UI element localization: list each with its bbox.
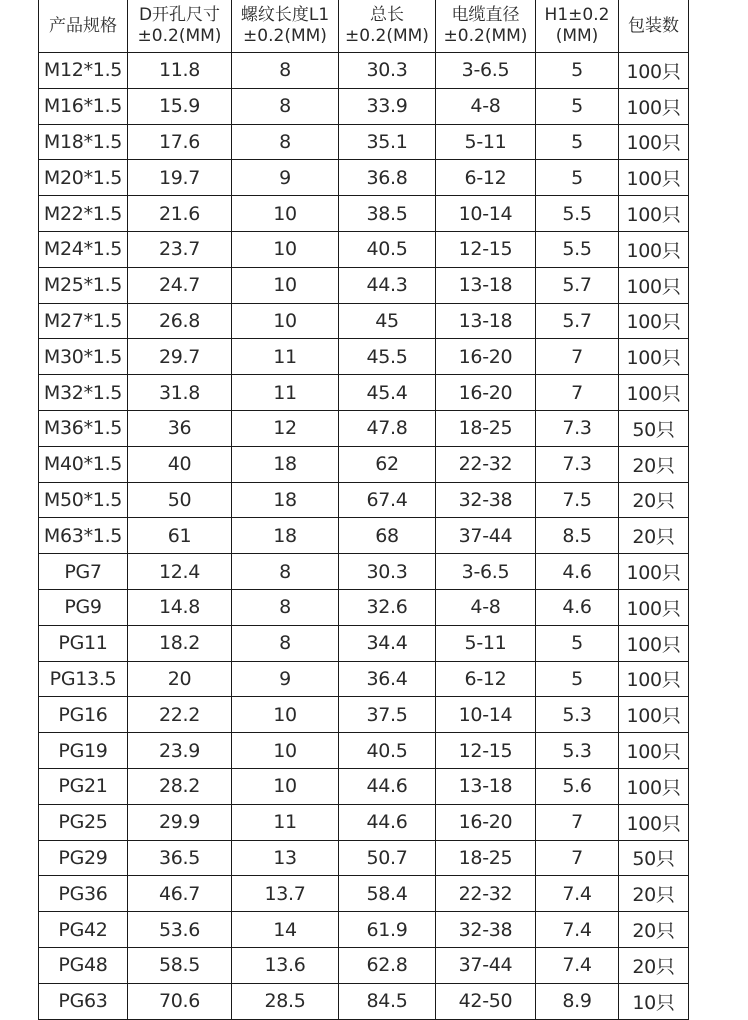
cell-package-qty: 100只 bbox=[619, 733, 689, 769]
cell-total-length: 50.7 bbox=[339, 840, 436, 876]
cell-cable-diameter: 6-12 bbox=[436, 160, 536, 196]
cell-h1: 5 bbox=[536, 160, 619, 196]
cell-hole-size: 46.7 bbox=[128, 876, 232, 912]
cell-package-qty: 10只 bbox=[619, 983, 689, 1019]
cell-hole-size: 23.9 bbox=[128, 733, 232, 769]
cell-hole-size: 53.6 bbox=[128, 912, 232, 948]
table-row bbox=[39, 804, 689, 840]
table-row bbox=[39, 589, 689, 625]
header-h1 bbox=[536, 0, 619, 53]
cell-spec: M32*1.5 bbox=[39, 375, 128, 411]
cell-hole-size: 14.8 bbox=[128, 589, 232, 625]
table-row bbox=[39, 267, 689, 303]
cell-h1: 5.3 bbox=[536, 733, 619, 769]
table-row bbox=[39, 160, 689, 196]
cell-hole-size: 17.6 bbox=[128, 124, 232, 160]
cell-thread-length: 8 bbox=[232, 53, 339, 89]
cell-spec: PG42 bbox=[39, 912, 128, 948]
cell-package-qty: 100只 bbox=[619, 804, 689, 840]
cell-cable-diameter: 22-32 bbox=[436, 446, 536, 482]
table-body bbox=[39, 53, 689, 1020]
cell-h1: 5.3 bbox=[536, 697, 619, 733]
header-line: 产品规格 bbox=[49, 15, 117, 36]
cell-cable-diameter: 32-38 bbox=[436, 912, 536, 948]
cell-total-length: 30.3 bbox=[339, 53, 436, 89]
spec-table bbox=[38, 0, 689, 1020]
cell-cable-diameter: 37-44 bbox=[436, 947, 536, 983]
cell-hole-size: 15.9 bbox=[128, 88, 232, 124]
header-hole-size bbox=[128, 0, 232, 53]
cell-spec: PG21 bbox=[39, 768, 128, 804]
header-line: 螺纹长度L1 bbox=[240, 5, 330, 25]
cell-thread-length: 8 bbox=[232, 124, 339, 160]
cell-spec: PG7 bbox=[39, 554, 128, 590]
cell-cable-diameter: 16-20 bbox=[436, 375, 536, 411]
cell-thread-length: 13 bbox=[232, 840, 339, 876]
table-row bbox=[39, 947, 689, 983]
cell-cable-diameter: 6-12 bbox=[436, 661, 536, 697]
cell-total-length: 37.5 bbox=[339, 697, 436, 733]
header-package-qty bbox=[619, 0, 689, 53]
cell-package-qty: 100只 bbox=[619, 697, 689, 733]
cell-total-length: 36.8 bbox=[339, 160, 436, 196]
cell-package-qty: 100只 bbox=[619, 768, 689, 804]
cell-hole-size: 12.4 bbox=[128, 554, 232, 590]
cell-package-qty: 100只 bbox=[619, 196, 689, 232]
cell-package-qty: 100只 bbox=[619, 160, 689, 196]
table-header bbox=[39, 0, 689, 53]
cell-total-length: 40.5 bbox=[339, 231, 436, 267]
cell-h1: 5 bbox=[536, 124, 619, 160]
cell-total-length: 32.6 bbox=[339, 589, 436, 625]
cell-package-qty: 100只 bbox=[619, 88, 689, 124]
cell-total-length: 84.5 bbox=[339, 983, 436, 1019]
cell-package-qty: 100只 bbox=[619, 339, 689, 375]
cell-thread-length: 10 bbox=[232, 303, 339, 339]
cell-thread-length: 18 bbox=[232, 518, 339, 554]
cell-thread-length: 10 bbox=[232, 697, 339, 733]
table-row bbox=[39, 124, 689, 160]
cell-spec: M12*1.5 bbox=[39, 53, 128, 89]
cell-package-qty: 20只 bbox=[619, 518, 689, 554]
cell-package-qty: 100只 bbox=[619, 625, 689, 661]
cell-cable-diameter: 13-18 bbox=[436, 768, 536, 804]
header-line: 总长 bbox=[370, 5, 404, 25]
cell-total-length: 45.5 bbox=[339, 339, 436, 375]
cell-package-qty: 100只 bbox=[619, 267, 689, 303]
cell-thread-length: 8 bbox=[232, 554, 339, 590]
cell-thread-length: 10 bbox=[232, 768, 339, 804]
cell-spec: M25*1.5 bbox=[39, 267, 128, 303]
header-cable-diameter bbox=[436, 0, 536, 53]
cell-h1: 5 bbox=[536, 625, 619, 661]
table-row bbox=[39, 375, 689, 411]
cell-spec: PG48 bbox=[39, 947, 128, 983]
cell-total-length: 62.8 bbox=[339, 947, 436, 983]
cell-thread-length: 10 bbox=[232, 196, 339, 232]
cell-spec: M40*1.5 bbox=[39, 446, 128, 482]
cell-cable-diameter: 12-15 bbox=[436, 733, 536, 769]
cell-hole-size: 36.5 bbox=[128, 840, 232, 876]
cell-cable-diameter: 22-32 bbox=[436, 876, 536, 912]
header-line: ±0.2(MM) bbox=[243, 26, 327, 46]
cell-cable-diameter: 12-15 bbox=[436, 231, 536, 267]
cell-h1: 5 bbox=[536, 661, 619, 697]
cell-package-qty: 20只 bbox=[619, 446, 689, 482]
cell-h1: 5.7 bbox=[536, 303, 619, 339]
cell-thread-length: 14 bbox=[232, 912, 339, 948]
cell-h1: 5 bbox=[536, 53, 619, 89]
cell-cable-diameter: 4-8 bbox=[436, 589, 536, 625]
cell-thread-length: 8 bbox=[232, 625, 339, 661]
table-row bbox=[39, 303, 689, 339]
cell-package-qty: 100只 bbox=[619, 231, 689, 267]
cell-thread-length: 10 bbox=[232, 231, 339, 267]
cell-hole-size: 36 bbox=[128, 410, 232, 446]
header-line: ±0.2(MM) bbox=[345, 26, 429, 46]
cell-thread-length: 11 bbox=[232, 339, 339, 375]
cell-h1: 7.4 bbox=[536, 947, 619, 983]
cell-cable-diameter: 32-38 bbox=[436, 482, 536, 518]
cell-h1: 5.6 bbox=[536, 768, 619, 804]
cell-thread-length: 12 bbox=[232, 410, 339, 446]
cell-spec: M50*1.5 bbox=[39, 482, 128, 518]
cell-hole-size: 40 bbox=[128, 446, 232, 482]
cell-hole-size: 20 bbox=[128, 661, 232, 697]
header-total-length bbox=[339, 0, 436, 53]
cell-package-qty: 50只 bbox=[619, 840, 689, 876]
cell-thread-length: 10 bbox=[232, 267, 339, 303]
cell-spec: PG19 bbox=[39, 733, 128, 769]
cell-total-length: 36.4 bbox=[339, 661, 436, 697]
cell-total-length: 38.5 bbox=[339, 196, 436, 232]
table-row bbox=[39, 912, 689, 948]
cell-total-length: 44.6 bbox=[339, 768, 436, 804]
cell-package-qty: 100只 bbox=[619, 661, 689, 697]
header-line: 电缆直径 bbox=[451, 5, 520, 25]
cell-total-length: 33.9 bbox=[339, 88, 436, 124]
cell-package-qty: 100只 bbox=[619, 554, 689, 590]
cell-spec: M22*1.5 bbox=[39, 196, 128, 232]
cell-total-length: 44.6 bbox=[339, 804, 436, 840]
cell-spec: PG16 bbox=[39, 697, 128, 733]
cell-cable-diameter: 10-14 bbox=[436, 196, 536, 232]
cell-package-qty: 100只 bbox=[619, 124, 689, 160]
cell-h1: 5.5 bbox=[536, 196, 619, 232]
cell-hole-size: 24.7 bbox=[128, 267, 232, 303]
table-row bbox=[39, 625, 689, 661]
cell-hole-size: 11.8 bbox=[128, 53, 232, 89]
cell-cable-diameter: 10-14 bbox=[436, 697, 536, 733]
header-spec bbox=[39, 0, 128, 53]
cell-spec: PG13.5 bbox=[39, 661, 128, 697]
cell-cable-diameter: 18-25 bbox=[436, 840, 536, 876]
cell-total-length: 45.4 bbox=[339, 375, 436, 411]
cell-h1: 7.4 bbox=[536, 876, 619, 912]
cell-package-qty: 100只 bbox=[619, 589, 689, 625]
cell-h1: 7 bbox=[536, 804, 619, 840]
cell-spec: PG9 bbox=[39, 589, 128, 625]
cell-cable-diameter: 3-6.5 bbox=[436, 53, 536, 89]
cell-h1: 5.7 bbox=[536, 267, 619, 303]
cell-h1: 7.5 bbox=[536, 482, 619, 518]
cell-spec: PG63 bbox=[39, 983, 128, 1019]
cell-thread-length: 10 bbox=[232, 733, 339, 769]
cell-package-qty: 20只 bbox=[619, 482, 689, 518]
cell-hole-size: 70.6 bbox=[128, 983, 232, 1019]
table-row bbox=[39, 88, 689, 124]
table-row bbox=[39, 697, 689, 733]
cell-thread-length: 13.7 bbox=[232, 876, 339, 912]
table-row bbox=[39, 231, 689, 267]
cell-cable-diameter: 16-20 bbox=[436, 804, 536, 840]
cell-thread-length: 18 bbox=[232, 446, 339, 482]
cell-hole-size: 50 bbox=[128, 482, 232, 518]
cell-hole-size: 19.7 bbox=[128, 160, 232, 196]
cell-h1: 5.5 bbox=[536, 231, 619, 267]
cell-h1: 7 bbox=[536, 840, 619, 876]
cell-total-length: 62 bbox=[339, 446, 436, 482]
cell-thread-length: 8 bbox=[232, 589, 339, 625]
table-row bbox=[39, 518, 689, 554]
table-row bbox=[39, 339, 689, 375]
cell-total-length: 68 bbox=[339, 518, 436, 554]
cell-hole-size: 29.9 bbox=[128, 804, 232, 840]
cell-total-length: 30.3 bbox=[339, 554, 436, 590]
header-line: ±0.2(MM) bbox=[443, 26, 528, 46]
cell-total-length: 58.4 bbox=[339, 876, 436, 912]
cell-spec: M30*1.5 bbox=[39, 339, 128, 375]
table-row bbox=[39, 446, 689, 482]
cell-cable-diameter: 3-6.5 bbox=[436, 554, 536, 590]
cell-thread-length: 11 bbox=[232, 375, 339, 411]
header-line: ±0.2(MM) bbox=[137, 26, 222, 46]
table-row bbox=[39, 733, 689, 769]
cell-hole-size: 61 bbox=[128, 518, 232, 554]
cell-h1: 4.6 bbox=[536, 589, 619, 625]
cell-h1: 5 bbox=[536, 88, 619, 124]
cell-total-length: 34.4 bbox=[339, 625, 436, 661]
cell-thread-length: 28.5 bbox=[232, 983, 339, 1019]
cell-thread-length: 8 bbox=[232, 88, 339, 124]
cell-h1: 7.3 bbox=[536, 410, 619, 446]
table-row bbox=[39, 876, 689, 912]
cell-h1: 7 bbox=[536, 339, 619, 375]
cell-cable-diameter: 13-18 bbox=[436, 303, 536, 339]
cell-total-length: 61.9 bbox=[339, 912, 436, 948]
header-row bbox=[39, 0, 689, 53]
cell-total-length: 44.3 bbox=[339, 267, 436, 303]
cell-cable-diameter: 18-25 bbox=[436, 410, 536, 446]
cell-package-qty: 50只 bbox=[619, 410, 689, 446]
cell-hole-size: 21.6 bbox=[128, 196, 232, 232]
cell-cable-diameter: 37-44 bbox=[436, 518, 536, 554]
cell-hole-size: 18.2 bbox=[128, 625, 232, 661]
cell-package-qty: 100只 bbox=[619, 375, 689, 411]
cell-cable-diameter: 5-11 bbox=[436, 124, 536, 160]
cell-total-length: 47.8 bbox=[339, 410, 436, 446]
cell-h1: 8.9 bbox=[536, 983, 619, 1019]
header-line: 包装数 bbox=[628, 15, 679, 36]
cell-cable-diameter: 13-18 bbox=[436, 267, 536, 303]
cell-package-qty: 100只 bbox=[619, 303, 689, 339]
cell-thread-length: 13.6 bbox=[232, 947, 339, 983]
cell-thread-length: 9 bbox=[232, 160, 339, 196]
table-row bbox=[39, 661, 689, 697]
cell-package-qty: 20只 bbox=[619, 947, 689, 983]
cell-total-length: 40.5 bbox=[339, 733, 436, 769]
cell-spec: PG25 bbox=[39, 804, 128, 840]
header-line: H1±0.2 bbox=[544, 5, 610, 25]
cell-total-length: 67.4 bbox=[339, 482, 436, 518]
cell-hole-size: 23.7 bbox=[128, 231, 232, 267]
cell-cable-diameter: 4-8 bbox=[436, 88, 536, 124]
cell-h1: 7.4 bbox=[536, 912, 619, 948]
cell-cable-diameter: 5-11 bbox=[436, 625, 536, 661]
cell-spec: PG11 bbox=[39, 625, 128, 661]
header-line: D开孔尺寸 bbox=[138, 5, 221, 25]
cell-package-qty: 20只 bbox=[619, 876, 689, 912]
cell-package-qty: 20只 bbox=[619, 912, 689, 948]
table-row bbox=[39, 983, 689, 1019]
table-row bbox=[39, 53, 689, 89]
table-row bbox=[39, 482, 689, 518]
cell-thread-length: 18 bbox=[232, 482, 339, 518]
cell-h1: 8.5 bbox=[536, 518, 619, 554]
cell-cable-diameter: 16-20 bbox=[436, 339, 536, 375]
table-row bbox=[39, 554, 689, 590]
cell-spec: M16*1.5 bbox=[39, 88, 128, 124]
cell-spec: M63*1.5 bbox=[39, 518, 128, 554]
cell-total-length: 35.1 bbox=[339, 124, 436, 160]
table-row bbox=[39, 196, 689, 232]
cell-h1: 4.6 bbox=[536, 554, 619, 590]
cell-spec: M20*1.5 bbox=[39, 160, 128, 196]
cell-hole-size: 28.2 bbox=[128, 768, 232, 804]
cell-hole-size: 31.8 bbox=[128, 375, 232, 411]
table-row bbox=[39, 840, 689, 876]
cell-spec: PG36 bbox=[39, 876, 128, 912]
cell-spec: M27*1.5 bbox=[39, 303, 128, 339]
cell-thread-length: 9 bbox=[232, 661, 339, 697]
cell-hole-size: 29.7 bbox=[128, 339, 232, 375]
cell-hole-size: 26.8 bbox=[128, 303, 232, 339]
table-row bbox=[39, 410, 689, 446]
cell-thread-length: 11 bbox=[232, 804, 339, 840]
cell-h1: 7 bbox=[536, 375, 619, 411]
header-thread-length bbox=[232, 0, 339, 53]
cell-spec: PG29 bbox=[39, 840, 128, 876]
table-row bbox=[39, 768, 689, 804]
cell-package-qty: 100只 bbox=[619, 53, 689, 89]
cell-spec: M18*1.5 bbox=[39, 124, 128, 160]
cell-hole-size: 58.5 bbox=[128, 947, 232, 983]
cell-total-length: 45 bbox=[339, 303, 436, 339]
cell-hole-size: 22.2 bbox=[128, 697, 232, 733]
cell-h1: 7.3 bbox=[536, 446, 619, 482]
cell-spec: M36*1.5 bbox=[39, 410, 128, 446]
cell-spec: M24*1.5 bbox=[39, 231, 128, 267]
header-line: (MM) bbox=[555, 26, 599, 46]
cell-cable-diameter: 42-50 bbox=[436, 983, 536, 1019]
